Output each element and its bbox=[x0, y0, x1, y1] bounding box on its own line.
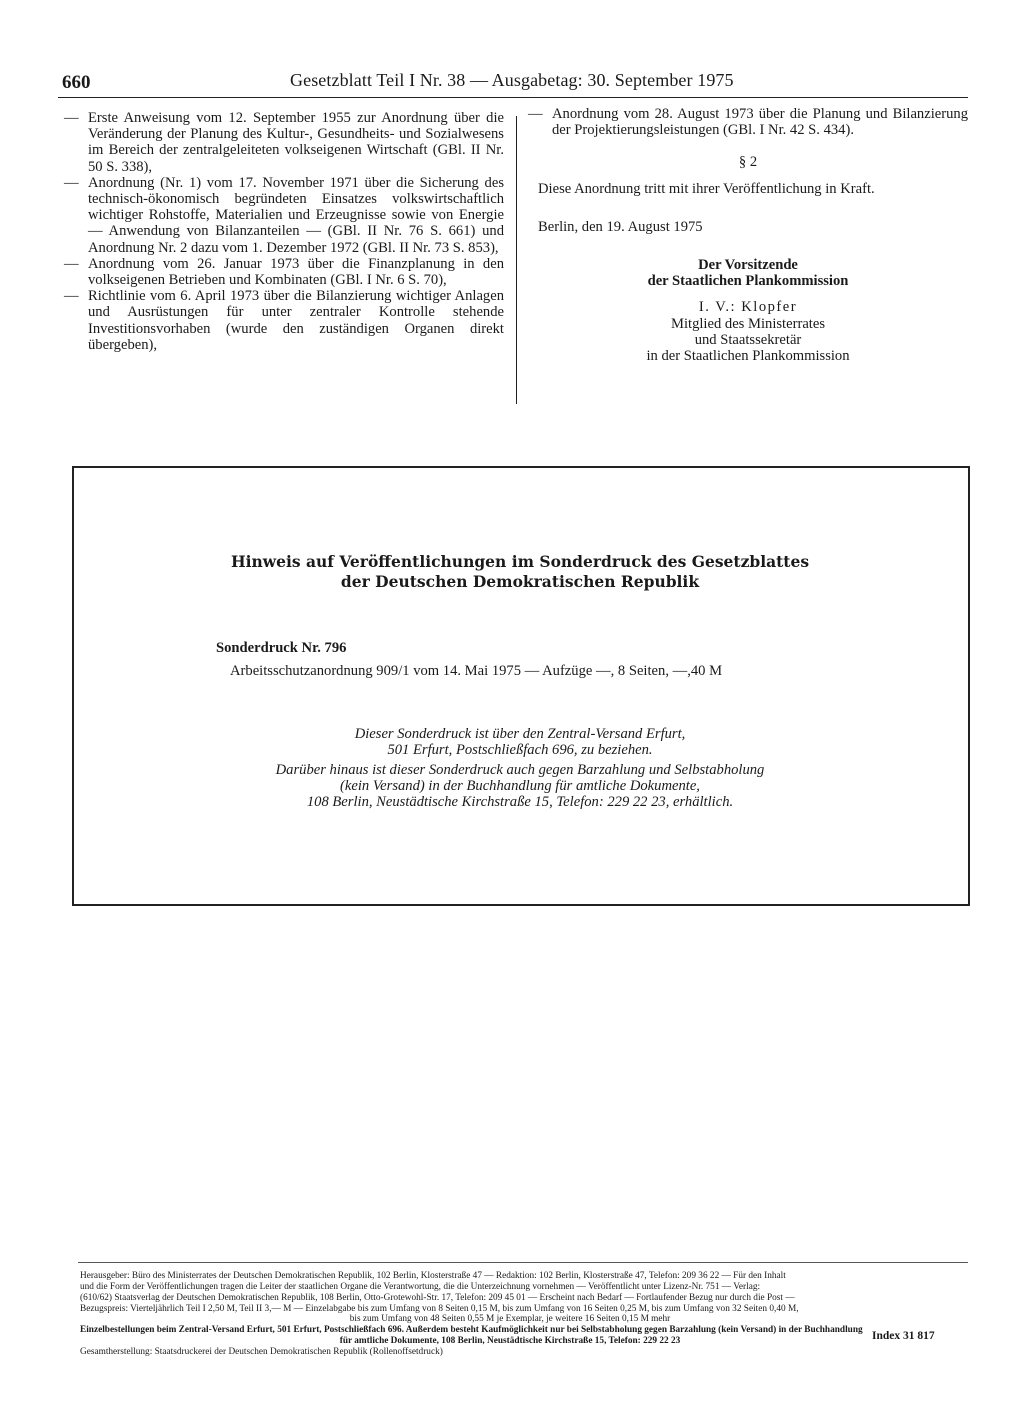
imprint-line: und die Form der Veröffentlichungen tragen die Leiter der staatlichen Organe die Verantwortung, die die Unterzeichnung vornehmen — Veröffentlicht unter Lizenz-Nr. 751 — Verlag: bbox=[80, 1282, 761, 1292]
notice-title bbox=[120, 552, 920, 592]
sonderdruck-label: Sonderdruck Nr. 796 bbox=[216, 640, 347, 656]
distribution-text: 501 Erfurt, Postschließfach 696, zu beziehen. bbox=[387, 742, 653, 758]
list-item-text: Erste Anweisung vom 12. September 1955 zur Anordnung über die Veränderung der Planung des Kultur-, Gesundheits- und Sozialwesens im Bereich der zentralgeleiteten volkseigenen Wirtschaft (GBl. II Nr. 50 S. 338), bbox=[88, 110, 504, 175]
signatory-name: I. V.: Klopfer bbox=[698, 299, 798, 316]
signatory-role: Mitglied des Ministerrates bbox=[670, 315, 826, 332]
dash-marker: — bbox=[64, 255, 79, 272]
index-number: Index 31 817 bbox=[872, 1330, 935, 1342]
distribution-text: (kein Versand) in der Buchhandlung für amtliche Dokumente, bbox=[340, 778, 700, 794]
list-item-text: Anordnung vom 28. August 1973 über die Planung und Bilanzierung der Projektierungsleistungen (GBl. I Nr. 42 S. 434). bbox=[552, 106, 968, 139]
dash-marker: — bbox=[64, 288, 79, 305]
distribution-text: Darüber hinaus ist dieser Sonderdruck auch gegen Barzahlung und Selbstabholung bbox=[275, 762, 765, 778]
right-column bbox=[528, 106, 968, 364]
list-item bbox=[64, 256, 504, 288]
signature-title: der Staatlichen Plankommission bbox=[647, 273, 849, 290]
signatory-role: und Staatssekretär bbox=[694, 331, 802, 348]
list-item-text: Anordnung (Nr. 1) vom 17. November 1971 über die Sicherung des technisch-ökonomisch begründeten Einsatzes volkswirtschaftlich wichtiger Rohstoffe, Materialien und Erzeugnisse sowie von Energie — Anwendung von Bilanzanteilen — (GBl. II Nr. 76 S. 661) und Anordnung Nr. 2 dazu vom 1. Dezember 1972 (GBl. II Nr. 73 S. 853), bbox=[88, 174, 504, 256]
imprint-line: Herausgeber: Büro des Ministerrates der Deutschen Demokratischen Republik, 102 Berlin, Klosterstraße 47 — Redaktion: 102 Berlin, Klosterstraße 47, Telefon: 209 36 22 — Für den Inhalt bbox=[80, 1271, 786, 1281]
signatory-role: in der Staatlichen Plankommission bbox=[646, 348, 850, 365]
notice-title-line: Hinweis auf Veröffentlichungen im Sonderdruck des Gesetzblattes bbox=[230, 552, 810, 571]
section-text: Diese Anordnung tritt mit ihrer Veröffentlichung in Kraft. bbox=[538, 180, 875, 197]
column-divider bbox=[516, 116, 517, 404]
list-item-text: Anordnung vom 26. Januar 1973 über die Finanzplanung in den volkseigenen Betrieben und Kombinaten (GBl. I Nr. 6 S. 70), bbox=[88, 255, 504, 289]
left-column bbox=[64, 110, 504, 353]
imprint-line: (610/62) Staatsverlag der Deutschen Demokratischen Republik, 108 Berlin, Otto-Grotewohl-Str. 17, Telefon: 209 45 01 — Erscheint nach Bedarf — Fortlaufender Bezug nur durch die Post — bbox=[80, 1293, 795, 1303]
distribution-text: 108 Berlin, Neustädtische Kirchstraße 15, Telefon: 229 22 23, erhältlich. bbox=[306, 794, 734, 810]
imprint-line: bis zum Umfang von 48 Seiten 0,55 M je Exemplar, je weitere 16 Seiten 0,15 M mehr bbox=[349, 1314, 671, 1324]
signature-block bbox=[528, 257, 968, 364]
distribution-text: Dieser Sonderdruck ist über den Zentral-Versand Erfurt, bbox=[354, 726, 686, 742]
running-head: Gesetzblatt Teil I Nr. 38 — Ausgabetag: 30. September 1975 bbox=[290, 70, 734, 90]
order-info-line: für amtliche Dokumente, 108 Berlin, Neustädtische Kirchstraße 15, Telefon: 229 22 23 bbox=[339, 1336, 681, 1346]
list-item bbox=[64, 288, 504, 353]
list-item-text: Richtlinie vom 6. April 1973 über die Bilanzierung wichtiger Anlagen und Ausrüstungen für unter zentraler Kontrolle stehende Investitionsvorhaben (wurde den zuständigen Organen direkt übergeben), bbox=[88, 288, 504, 353]
dash-marker: — bbox=[64, 174, 79, 191]
dash-marker: — bbox=[528, 106, 543, 122]
sonderdruck-description: Arbeitsschutzanordnung 909/1 vom 14. Mai 1975 — Aufzüge —, 8 Seiten, —,40 M bbox=[230, 663, 723, 679]
date-line: Berlin, den 19. August 1975 bbox=[538, 218, 703, 235]
notice-title-line: der Deutschen Demokratischen Republik bbox=[340, 572, 700, 591]
list-item bbox=[64, 110, 504, 175]
signature-title: Der Vorsitzende bbox=[698, 257, 798, 274]
order-info-line: Einzelbestellungen beim Zentral-Versand Erfurt, 501 Erfurt, Postschließfach 696. Außerdem besteht Kaufmöglichkeit nur bei Selbstabholung gegen Barzahlung (kein Versand) in der Buchhandlung bbox=[80, 1325, 863, 1335]
page-number: 660 bbox=[62, 72, 91, 93]
list-item bbox=[64, 175, 504, 256]
list-item bbox=[528, 106, 968, 138]
header-rule bbox=[58, 97, 968, 98]
dash-marker: — bbox=[64, 110, 79, 126]
footer-rule bbox=[78, 1262, 968, 1263]
section-heading: § 2 bbox=[738, 154, 758, 171]
notice-box bbox=[72, 466, 970, 906]
imprint-line: Bezugspreis: Vierteljährlich Teil I 2,50 M, Teil II 3,— M — Einzelabgabe bis zum Umfang von 8 Seiten 0,15 M, bis zum Umfang von 16 Seiten 0,25 M, bis zum Umfang von 32 Seiten 0,40 M, bbox=[80, 1304, 799, 1314]
printer-line: Gesamtherstellung: Staatsdruckerei der Deutschen Demokratischen Republik (Rollenoffsetdruck) bbox=[80, 1347, 443, 1357]
